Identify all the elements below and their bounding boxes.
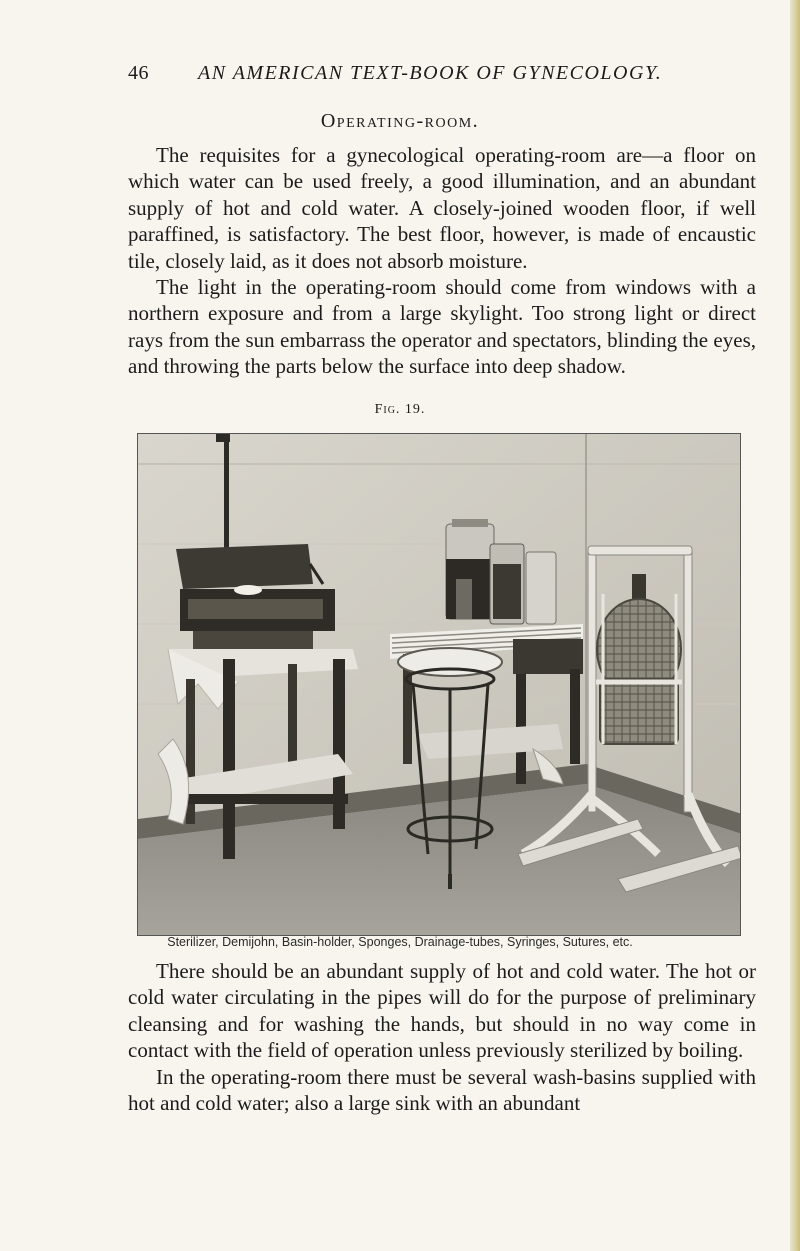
paragraph: The light in the operating-room should come from windows with a northern exposure and from a large skylight. Too strong light or direct rays from the sun embarrass the operator and spectators, blinding the eyes, and throwing the parts below the surface into deep shadow.	[128, 275, 756, 379]
paragraph: There should be an abundant supply of hot and cold water. The hot or cold water circulating in the pipes will do for the purpose of preliminary cleansing and for washing the hands, but should in no way come in contact with the field of operation unless previously sterilized by boiling.	[128, 959, 756, 1063]
figure-label: Fig. 19.	[374, 402, 426, 417]
running-head	[128, 62, 688, 92]
page-number: 46	[128, 62, 149, 84]
paragraph: The requisites for a gynecological operating-room are—a floor on which water can be used freely, a good illumination, and an abundant supply of hot and cold water. A closely-joined wooden floor, if well paraffined, is satisfactory. The best floor, however, is made of encaustic tile, closely laid, as it does not absorb moisture.	[128, 143, 756, 273]
paragraph: In the operating-room there must be several wash-basins supplied with hot and cold water; also a large sink with an abundant	[128, 1065, 756, 1116]
page-edge	[790, 0, 800, 1251]
section-title: Operating-room.	[320, 110, 480, 132]
figure-photograph	[137, 433, 741, 936]
running-title: AN AMERICAN TEXT-BOOK OF GYNECOLOGY.	[198, 62, 663, 84]
operating-room-equipment-illustration	[138, 434, 741, 936]
figure-caption: Sterilizer, Demijohn, Basin-holder, Sponges, Drainage-tubes, Syringes, Sutures, etc.	[167, 935, 633, 949]
